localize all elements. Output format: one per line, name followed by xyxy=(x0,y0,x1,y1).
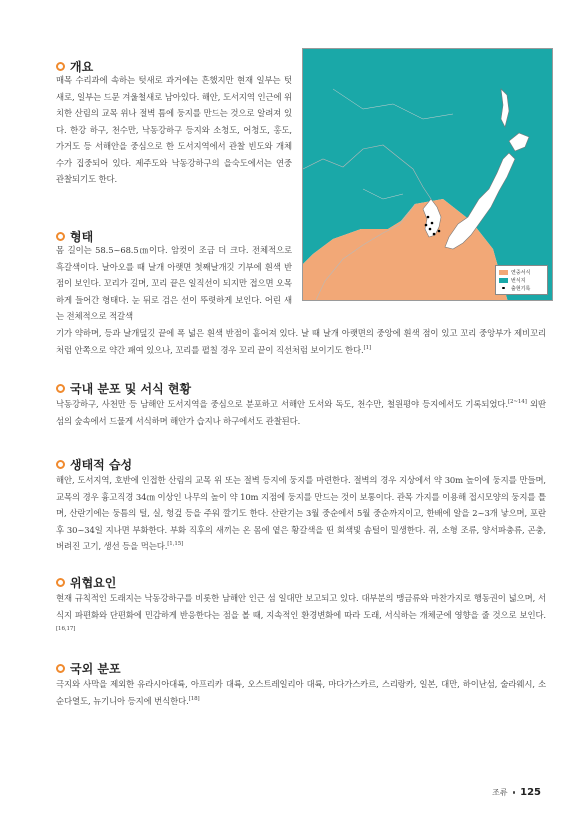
bullet-icon xyxy=(56,62,65,71)
section-title: 국외 분포 xyxy=(70,662,121,676)
footer-section: 조류 xyxy=(492,788,508,797)
page-footer xyxy=(492,787,541,798)
ecology-paragraph: 해안, 도서지역, 호반에 인접한 산림의 교목 위 또는 절벽 등지에 둥지를 마련한다. 절벽의 경우 지상에서 약 30m 높이에 둥지를 만들며, 교목의 경우 흉고직경 34㎝ 이상인 나무의 높이 약 10m 지점에 둥지를 만드는 것이 보통이다. 관목 가지를 이용해 접시모양의 둥지를 틀며, 산란기에는 둥틈의 털, 실, 헝겊 등을 주워 깔기도 한다. 산란기는 3월 중순에서 5월 중순까지이고, 한배에 알을 2~3개 낳으며, 포란 후 30~34일 지나면 부화한다. 부화 직후의 새끼는 온 몸에 옅은 황갈색을 띤 회색빛 솜털이 밀생한다. 쥐, 소형 조류, 양서파충류, 곤충, 버려진 고기, 생선 등을 먹는다.[1,15] xyxy=(56,475,546,551)
section-title: 국내 분포 및 서식 현황 xyxy=(70,382,192,396)
overview-paragraph: 매목 수리과에 속하는 텃새로 과거에는 흔했지만 현재 일부는 텃새로, 일부는 드문 겨울철새로 남아있다. 해안, 도서지역 인근에 위치한 산림의 교목 위나 절벽 틈에 둥지를 만드는 것으로 알려져 있다. 한강 하구, 천수만, 낙동강하구 등지와 소청도, 어청도, 홍도, 가거도 등 서해안을 중심으로 한 도서지역에서 관찰 빈도와 개체수가 집중되어 있다. 제주도와 낙동강하구의 을숙도에서는 연중 관찰되기도 한다. xyxy=(56,75,292,184)
section-title: 형태 xyxy=(70,230,94,244)
section-heading-threats xyxy=(56,574,116,591)
bullet-icon xyxy=(56,384,65,393)
section-heading-distribution xyxy=(56,380,191,397)
distribution-map xyxy=(302,48,553,301)
bullet-icon xyxy=(56,460,65,469)
form-paragraph: 몸 길이는 58.5~68.5㎝이다. 암컷이 조금 더 크다. 전체적으로 흑갈색이다. 날아오를 때 날개 아랫면 첫째날개깃 기부에 흰색 반점이 보인다. 꼬리가 길며, 꼬리 끝은 일직선이 되지만 접으면 오목하게 들어간 형태다. 눈 뒤로 검은 선이 뚜렷하게 보인다. 어린 새는 전체적으로 적갈색 xyxy=(56,245,292,321)
bullet-icon xyxy=(56,578,65,587)
separator-dot-icon xyxy=(513,791,516,794)
section-title: 개요 xyxy=(70,60,94,74)
resident-swatch xyxy=(499,270,508,275)
section-heading-global xyxy=(56,660,121,677)
legend-item-breeding: 번식지 xyxy=(499,276,544,284)
section-title: 생태적 습성 xyxy=(70,458,133,472)
form-paragraph-cont: 기가 약하며, 등과 날개덮깃 끝에 폭 넓은 흰색 반점이 흩어져 있다. 날 때 날개 아랫면의 중앙에 흰색 점이 있고 꼬리 중앙부가 제비꼬리처럼 안쪽으로 약간 패여 있으나, 꼬리를 펼칠 경우 꼬리 끝이 직선처럼 보이기도 한다.[1] xyxy=(56,328,546,355)
breeding-swatch xyxy=(499,278,508,283)
legend-item-record: 출현기록 xyxy=(499,284,544,292)
map-graphic xyxy=(303,49,553,301)
map-legend xyxy=(495,265,548,295)
section-title: 위협요인 xyxy=(70,576,117,590)
distribution-paragraph: 낙동강하구, 사천만 등 남해안 도서지역을 중심으로 분포하고 서해안 도서와 독도, 천수만, 철원평야 등지에서도 기록되었다.[2~14] 외딴 섬의 숲속에서 드물게 서식하며 해안가 습지나 하구에서도 관찰된다. xyxy=(56,399,546,426)
bullet-icon xyxy=(56,232,65,241)
section-heading-ecology xyxy=(56,456,132,473)
page-number: 125 xyxy=(520,787,541,798)
global-paragraph: 극지와 사막을 제외한 유라시아대륙, 아프리카 대륙, 오스트레일리아 대륙, 마다가스카르, 스리랑카, 일본, 대만, 하이난섬, 술라웨시, 소순다열도, 뉴기니아 등지에 번식한다.[18] xyxy=(56,679,546,706)
legend-item-resident: 연중서식 xyxy=(499,268,544,276)
bullet-icon xyxy=(56,664,65,673)
threats-paragraph: 현재 규칙적인 도래지는 낙동강하구를 비롯한 남해안 인근 섬 일대만 보고되고 있다. 대부분의 맹금류와 마찬가지로 행동권이 넓으며, 서식지 파편화와 단편화에 민감하게 반응한다는 점을 볼 때, 지속적인 환경변화에 따라 도래, 서식하는 개체군에 영향을 줄 것으로 보인다.[16,17] xyxy=(56,593,546,632)
record-dot-icon xyxy=(499,287,508,290)
